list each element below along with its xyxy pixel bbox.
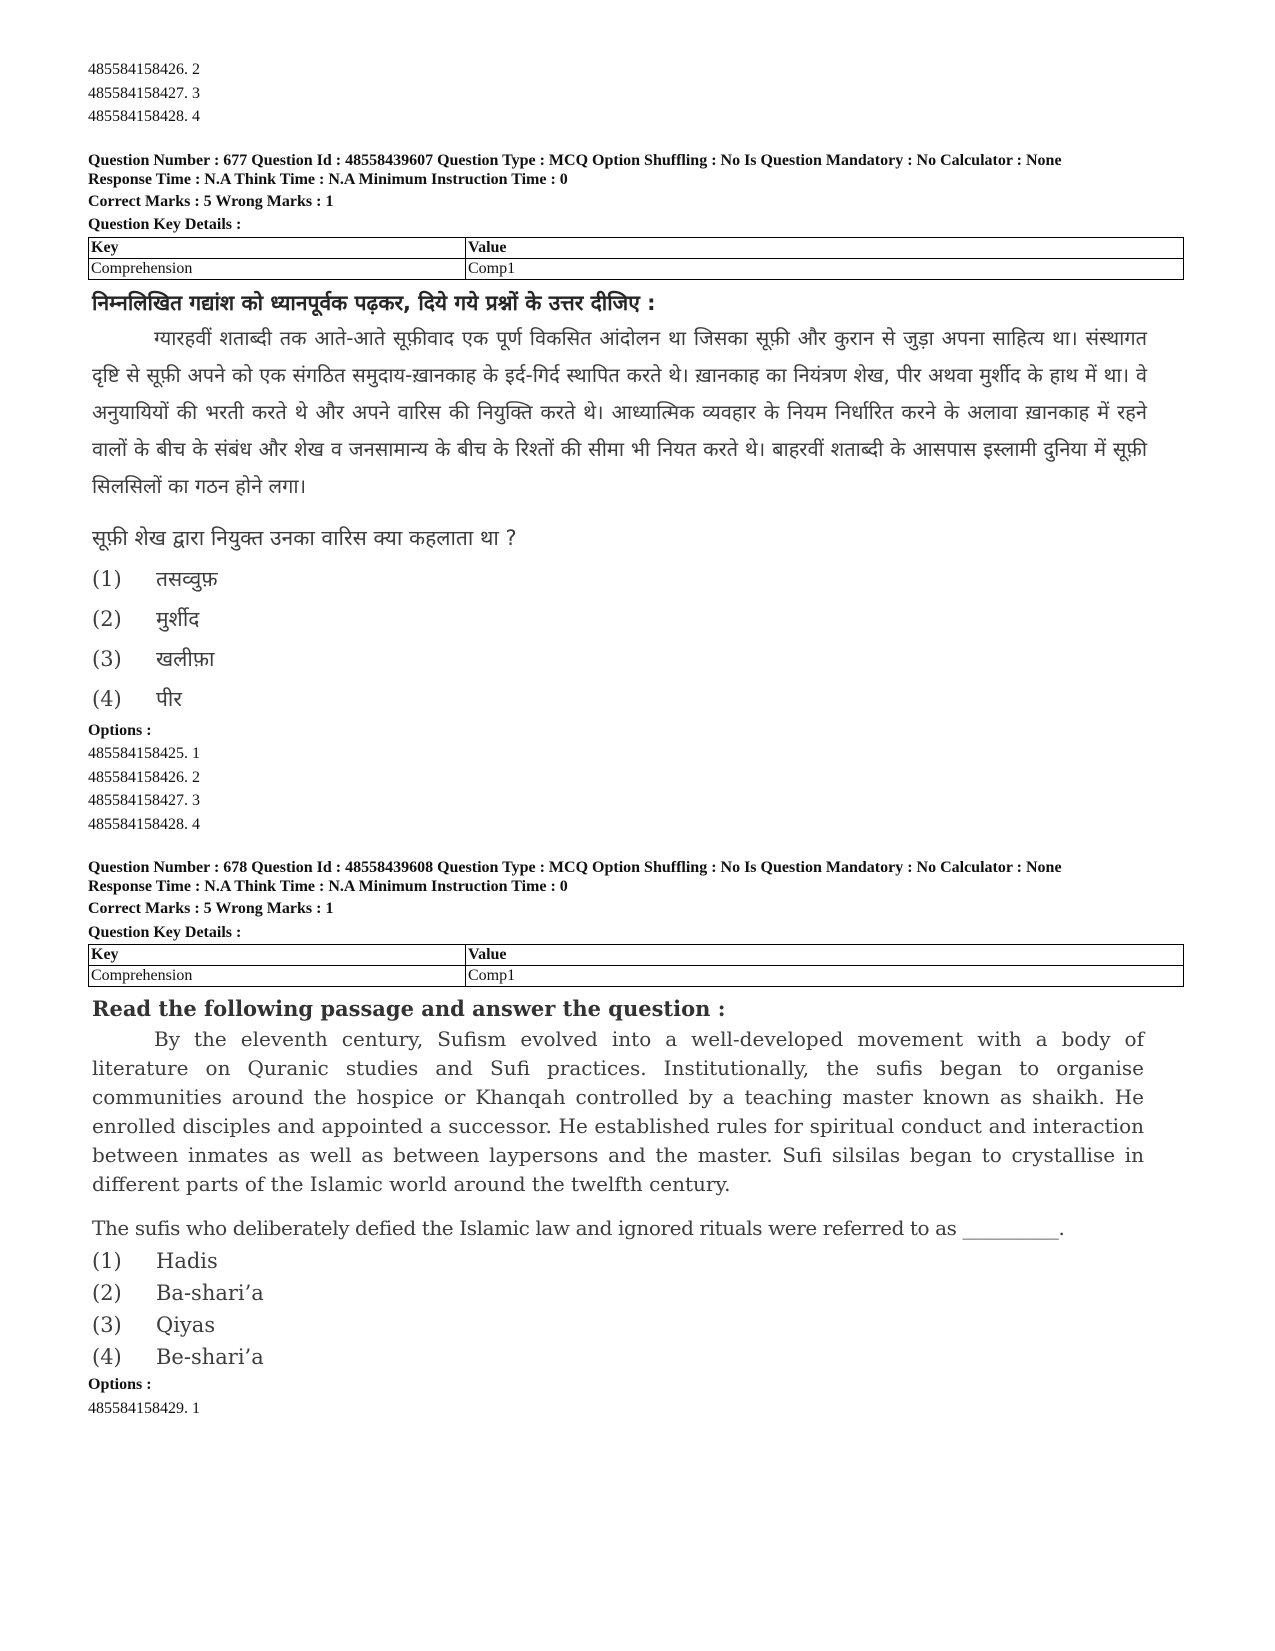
choice-number: (4) (92, 1345, 122, 1369)
choice-number: (1) (92, 566, 122, 591)
choice-number: (2) (92, 606, 122, 631)
choice-number: (2) (92, 1281, 122, 1305)
option-line: 485584158426. 2 (88, 768, 200, 786)
key-cell: Comprehension (89, 966, 466, 987)
question-marks: Correct Marks : 5 Wrong Marks : 1 (88, 192, 334, 210)
value-cell: Comp1 (466, 258, 1184, 279)
passage-text: By the eleventh century, Sufism evolved into a well-developed movement with a body of literature on Quranic studies and Sufi practices. Institutionally, the sufis began to organise communities around the hospice or Khanqah controlled by a teaching master known as shaikh. He enrolled disciples and appointed a successor. He established rules for spiritual conduct and interaction between inmates as well as between laypersons and the master. Sufi silsilas began to crystallise in different parts of the Islamic world around the twelfth century. (92, 1027, 1144, 1196)
key-details-label: Question Key Details : (88, 216, 242, 233)
option-line: 485584158429. 1 (88, 1399, 200, 1417)
key-cell: Comprehension (89, 258, 466, 279)
option-line: 485584158425. 1 (88, 745, 200, 762)
choice-2 (92, 599, 1188, 639)
choice-number: (4) (92, 686, 122, 711)
question-text: सूफ़ी शेख द्वारा नियुक्त उनका वारिस क्या कहलाता था ? (92, 525, 517, 550)
choice-3 (92, 1309, 1188, 1341)
question-677 (88, 152, 1188, 837)
choice-text: Be-shari’a (156, 1345, 264, 1369)
key-details-label: Question Key Details : (88, 923, 242, 941)
choice-text: Ba-shari’a (156, 1281, 264, 1305)
question-timing: Response Time : N.A Think Time : N.A Minimum Instruction Time : 0 (88, 170, 568, 188)
question-678 (88, 859, 1188, 1420)
choice-number: (3) (92, 646, 122, 671)
question-meta: Question Number : 677 Question Id : 48558439607 Question Type : MCQ Option Shuffling : No Is Question Mandatory : No Calculator : None (88, 151, 1062, 169)
choice-3 (92, 639, 1188, 679)
value-cell: Comp1 (466, 966, 1184, 987)
choice-1 (92, 559, 1188, 599)
option-line: 485584158428. 4 (88, 815, 200, 833)
key-header: Key (89, 945, 466, 966)
passage-instruction: निम्नलिखित गद्यांश को ध्यानपूर्वक पढ़कर, दिये गये प्रश्नों के उत्तर दीजिए : (92, 290, 656, 315)
question-timing: Response Time : N.A Think Time : N.A Minimum Instruction Time : 0 (88, 878, 568, 895)
choice-number: (1) (92, 1249, 122, 1273)
option-line: 485584158426. 2 (88, 61, 200, 78)
document-page (88, 58, 1188, 1420)
choice-4 (92, 679, 1188, 719)
key-details-table (88, 944, 1184, 987)
options-label: Options : (88, 1376, 152, 1393)
question-marks: Correct Marks : 5 Wrong Marks : 1 (88, 900, 334, 917)
choice-number: (3) (92, 1313, 122, 1337)
choice-text: Hadis (156, 1249, 218, 1273)
key-details-table (88, 237, 1184, 280)
question-meta: Question Number : 678 Question Id : 48558439608 Question Type : MCQ Option Shuffling : No Is Question Mandatory : No Calculator : None (88, 859, 1062, 876)
value-header: Value (466, 237, 1184, 258)
choice-text: खलीफ़ा (156, 646, 215, 671)
key-header: Key (89, 237, 466, 258)
option-line: 485584158427. 3 (88, 792, 200, 809)
choice-1 (92, 1245, 1188, 1277)
option-line: 485584158427. 3 (88, 84, 200, 102)
options-label: Options : (88, 721, 152, 739)
choice-2 (92, 1277, 1188, 1309)
question-text: The sufis who deliberately defied the Islamic law and ignored rituals were referred to as __________. (92, 1216, 1065, 1240)
question-image-hindi (88, 286, 1188, 719)
passage-text: ग्यारहवीं शताब्दी तक आते-आते सूफ़ीवाद एक पूर्ण विकसित आंदोलन था जिसका सूफ़ी और कुरान से जुड़ा अपना साहित्य था। संस्थागत दृष्टि से सूफ़ी अपने को एक संगठित समुदाय-ख़ानकाह के इर्द-गिर्द स्थापित करते थे। ख़ानकाह का नियंत्रण शेख, पीर अथवा मुर्शीद के हाथ में था। वे अनुयायियों की भरती करते थे और अपने वारिस की नियुक्ति करते थे। आध्यात्मिक व्यवहार के नियम निर्धारित करने के अलावा ख़ानकाह में रहने वालों के बीच के संबंध और शेख व जनसामान्य के बीच के रिश्तों की सीमा भी नियत करते थे। बाहरवीं शताब्दी के आसपास इस्लामी दुनिया में सूफ़ी सिलसिलों का गठन होने लगा। (92, 325, 1147, 498)
choice-text: पीर (156, 686, 182, 711)
choice-text: तसव्वुफ़ (156, 566, 218, 591)
choice-text: Qiyas (156, 1313, 216, 1337)
passage-instruction: Read the following passage and answer the question : (92, 996, 726, 1021)
choice-4 (92, 1341, 1188, 1373)
question-image-english (88, 993, 1188, 1373)
choice-text: मुर्शीद (156, 606, 200, 631)
option-line: 485584158428. 4 (88, 108, 200, 125)
value-header: Value (466, 945, 1184, 966)
